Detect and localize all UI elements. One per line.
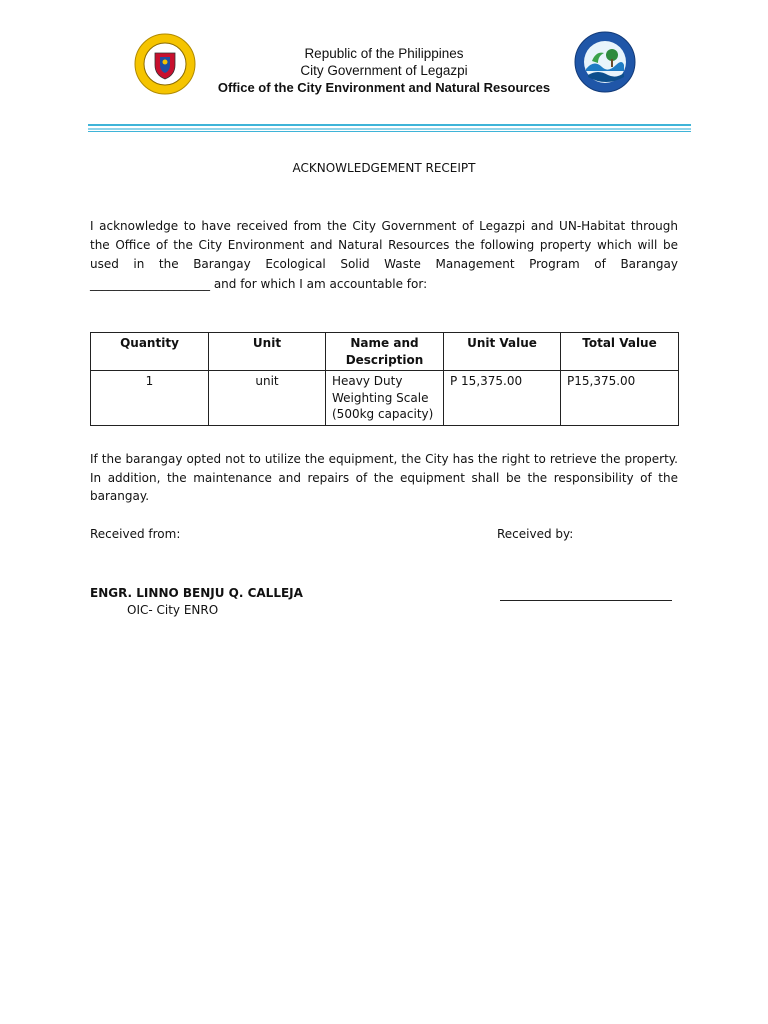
office-name-line: Office of the City Environment and Natural Resources xyxy=(217,80,551,95)
signer-name: ENGR. LINNO BENJU Q. CALLEJA xyxy=(90,586,303,600)
letterhead xyxy=(196,45,572,96)
table-header-row xyxy=(91,333,679,371)
header-rule-top xyxy=(88,124,691,126)
received-from-label: Received from: xyxy=(90,527,181,541)
cell-unit-value: P 15,375.00 xyxy=(444,371,561,426)
header-rule-middle xyxy=(88,128,691,130)
signature-line xyxy=(500,600,672,601)
received-by-label: Received by: xyxy=(497,527,574,541)
header-description: Name and Description xyxy=(326,333,444,371)
city-seal-icon xyxy=(134,33,196,95)
signer-title: OIC- City ENRO xyxy=(127,603,219,617)
table-row xyxy=(91,371,679,426)
cell-unit: unit xyxy=(209,371,326,426)
cell-total-value: P15,375.00 xyxy=(561,371,679,426)
terms-paragraph: If the barangay opted not to utilize the equipment, the City has the right to retrieve the property. In addition, the maintenance and repairs of the equipment shall be the responsibility of the barangay. xyxy=(90,452,678,503)
city-government-line: City Government of Legazpi xyxy=(300,63,468,78)
header-rule-bottom xyxy=(88,131,691,132)
header-unit-value: Unit Value xyxy=(444,333,561,371)
cell-description: Heavy Duty Weighting Scale (500kg capacity) xyxy=(326,371,444,426)
header-quantity: Quantity xyxy=(91,333,209,371)
header-total-value: Total Value xyxy=(561,333,679,371)
acknowledgement-paragraph: I acknowledge to have received from the City Government of Legazpi and UN-Habitat through the Office of the City Environment and Natural Resources the following property which will be used in the Barangay Ecological Solid Waste Management Program of Barangay ____________________ and for which I am accountable for: xyxy=(90,219,678,291)
republic-line: Republic of the Philippines xyxy=(304,46,464,61)
header-unit: Unit xyxy=(209,333,326,371)
cell-quantity: 1 xyxy=(91,371,209,426)
property-table xyxy=(90,332,679,426)
document-title: ACKNOWLEDGEMENT RECEIPT xyxy=(292,161,476,175)
enro-seal-icon xyxy=(574,31,636,93)
